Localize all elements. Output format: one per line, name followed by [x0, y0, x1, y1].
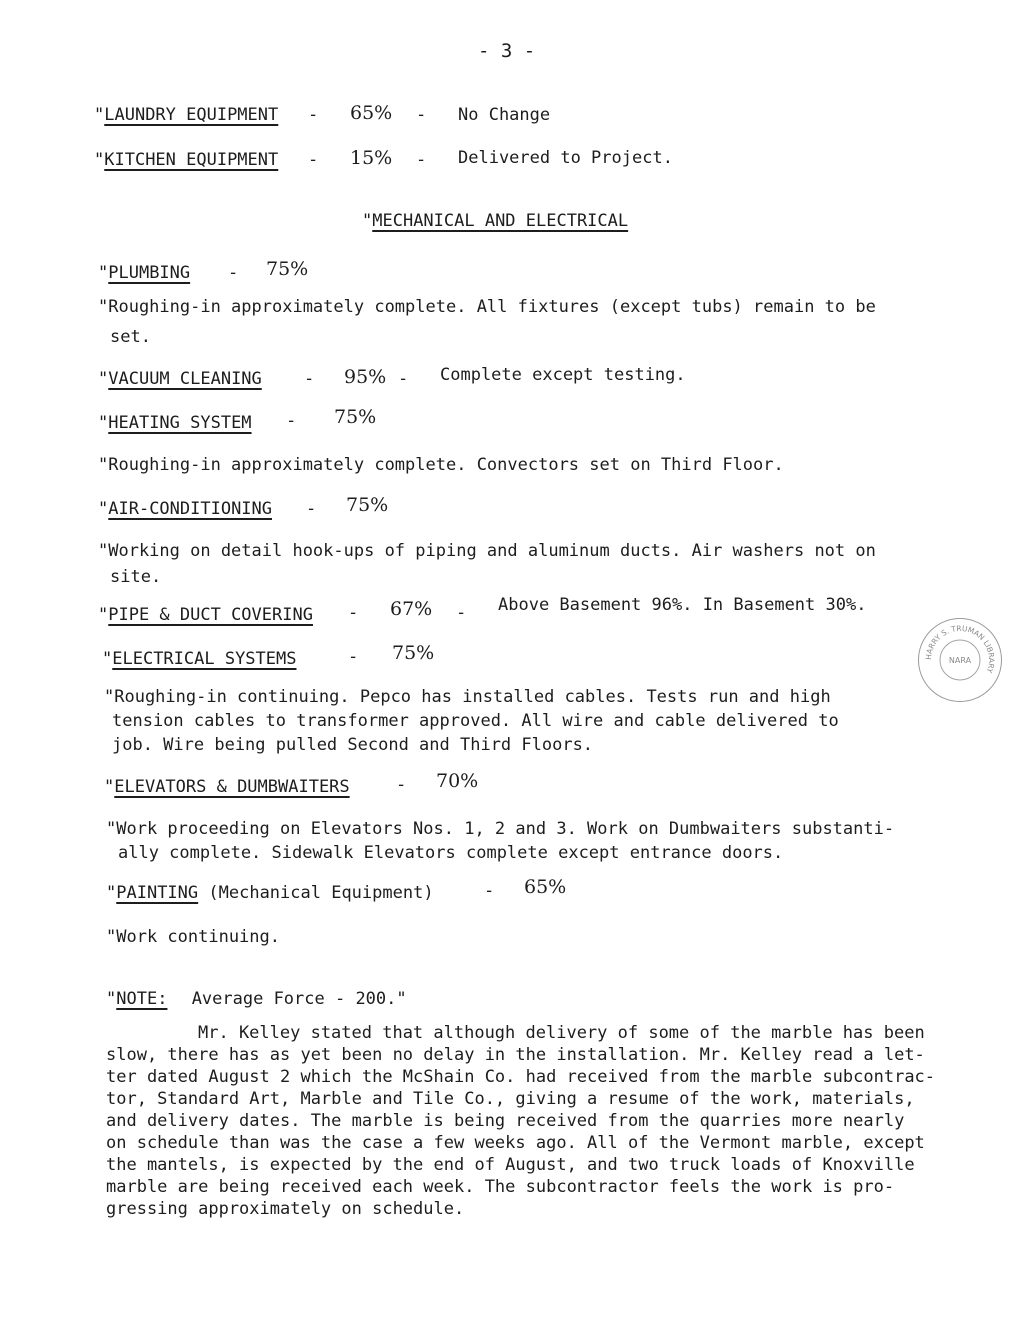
- item-laundry-note: No Change: [458, 105, 551, 125]
- elevators-percent: 70%: [436, 770, 479, 792]
- painting-paren: (Mechanical Equipment): [208, 883, 434, 903]
- paragraph-line: on schedule than was the case a few weeks ago. All of the Vermont marble, except: [106, 1133, 925, 1153]
- paragraph-line: marble are being received each week. The subcontractor feels the work is pro-: [106, 1177, 895, 1197]
- plumbing-title: PLUMBING: [108, 263, 191, 283]
- summary-paragraph: [106, 1022, 966, 1220]
- pipe-title-row: "PIPE & DUCT COVERING: [98, 605, 313, 625]
- item-laundry-percent: 65%: [350, 102, 393, 124]
- vacuum-title: VACUUM CLEANING: [108, 369, 262, 389]
- aircond-dash: -: [306, 499, 317, 519]
- elevators-line-1: "Work proceeding on Elevators Nos. 1, 2 and 3. Work on Dumbwaiters substanti-: [106, 819, 895, 839]
- aircond-title: AIR-CONDITIONING: [108, 499, 273, 519]
- item-kitchen-row: "KITCHEN EQUIPMENT: [94, 150, 279, 170]
- electrical-line-2: tension cables to transformer approved. All wire and cable delivered to: [112, 711, 839, 731]
- vacuum-title-row: "VACUUM CLEANING: [98, 369, 262, 389]
- elevators-title: ELEVATORS & DUMBWAITERS: [114, 777, 350, 797]
- elevators-line-2: ally complete. Sidewalk Elevators complete except entrance doors.: [118, 843, 784, 863]
- heating-dash: -: [286, 411, 297, 431]
- plumbing-title-row: "PLUMBING: [98, 263, 191, 283]
- paragraph-line: the mantels, is expected by the end of August, and two truck loads of Knoxville: [106, 1155, 915, 1175]
- note-row: "NOTE: Average Force - 200.": [106, 989, 407, 1009]
- item-laundry-row: "LAUNDRY EQUIPMENT: [94, 105, 279, 125]
- aircond-line-1: "Working on detail hook-ups of piping and aluminum ducts. Air washers not on: [98, 541, 876, 561]
- elevators-title-row: "ELEVATORS & DUMBWAITERS: [104, 777, 350, 797]
- electrical-dash: -: [348, 647, 359, 667]
- item-kitchen-note: Delivered to Project.: [458, 148, 673, 168]
- vacuum-percent: 95%: [344, 366, 387, 388]
- painting-line-1: "Work continuing.: [106, 927, 280, 947]
- page-number: - 3 -: [478, 40, 536, 62]
- note-label: NOTE:: [116, 989, 168, 1009]
- aircond-percent: 75%: [346, 494, 389, 516]
- heating-line-1: "Roughing-in approximately complete. Convectors set on Third Floor.: [98, 455, 784, 475]
- heating-title: HEATING SYSTEM: [108, 413, 252, 433]
- vacuum-dash1: -: [304, 369, 315, 389]
- section-heading: "MECHANICAL AND ELECTRICAL: [362, 211, 629, 231]
- electrical-line-1: "Roughing-in continuing. Pepco has installed cables. Tests run and high: [104, 687, 831, 707]
- electrical-title-row: "ELECTRICAL SYSTEMS: [102, 649, 297, 669]
- stamp-ring-text: HARRY S. TRUMAN LIBRARY: [923, 623, 997, 675]
- pipe-percent: 67%: [390, 598, 433, 620]
- painting-title-row: "PAINTING (Mechanical Equipment): [106, 883, 434, 903]
- paragraph-line: Mr. Kelley stated that although delivery of some of the marble has been: [198, 1023, 925, 1043]
- note-text: Average Force - 200.": [191, 989, 407, 1009]
- heating-title-row: "HEATING SYSTEM: [98, 413, 252, 433]
- stamp-center-text: NARA: [948, 656, 972, 665]
- plumbing-dash: -: [228, 263, 239, 283]
- aircond-line-2: site.: [110, 567, 162, 587]
- pipe-note: Above Basement 96%. In Basement 30%.: [498, 595, 867, 615]
- elevators-dash: -: [396, 775, 407, 795]
- painting-percent: 65%: [524, 876, 567, 898]
- paragraph-line: and delivery dates. The marble is being received from the quarries more nearly: [106, 1111, 905, 1131]
- electrical-percent: 75%: [392, 642, 435, 664]
- paragraph-line: gressing approximately on schedule.: [106, 1199, 465, 1219]
- electrical-title: ELECTRICAL SYSTEMS: [112, 649, 297, 669]
- item-kitchen-dash1: -: [308, 150, 319, 170]
- paragraph-line: tor, Standard Art, Marble and Tile Co., giving a resume of the work, materials,: [106, 1089, 915, 1109]
- pipe-dash2: -: [456, 603, 467, 623]
- item-laundry-dash2: -: [416, 105, 427, 125]
- section-heading-text: MECHANICAL AND ELECTRICAL: [372, 211, 629, 231]
- item-kitchen-title: KITCHEN EQUIPMENT: [104, 150, 279, 170]
- item-laundry-title: LAUNDRY EQUIPMENT: [104, 105, 279, 125]
- painting-title: PAINTING: [116, 883, 199, 903]
- plumbing-percent: 75%: [266, 258, 309, 280]
- pipe-title: PIPE & DUCT COVERING: [108, 605, 313, 625]
- electrical-line-3: job. Wire being pulled Second and Third Floors.: [112, 735, 594, 755]
- heating-percent: 75%: [334, 406, 377, 428]
- vacuum-dash2: -: [398, 369, 409, 389]
- aircond-title-row: "AIR-CONDITIONING: [98, 499, 273, 519]
- paragraph-line: slow, there has as yet been no delay in the installation. Mr. Kelley read a let-: [106, 1045, 925, 1065]
- item-kitchen-percent: 15%: [350, 147, 393, 169]
- library-stamp-graphic: [919, 619, 1001, 701]
- item-kitchen-dash2: -: [416, 150, 427, 170]
- plumbing-line-1: "Roughing-in approximately complete. All fixtures (except tubs) remain to be: [98, 297, 876, 317]
- plumbing-line-2: set.: [110, 327, 151, 347]
- pipe-dash1: -: [348, 603, 359, 623]
- paragraph-line: ter dated August 2 which the McShain Co. had received from the marble subcontrac-: [106, 1067, 936, 1087]
- painting-dash: -: [484, 881, 495, 901]
- vacuum-note: Complete except testing.: [440, 365, 686, 385]
- item-laundry-dash1: -: [308, 105, 319, 125]
- library-stamp: [918, 618, 1002, 702]
